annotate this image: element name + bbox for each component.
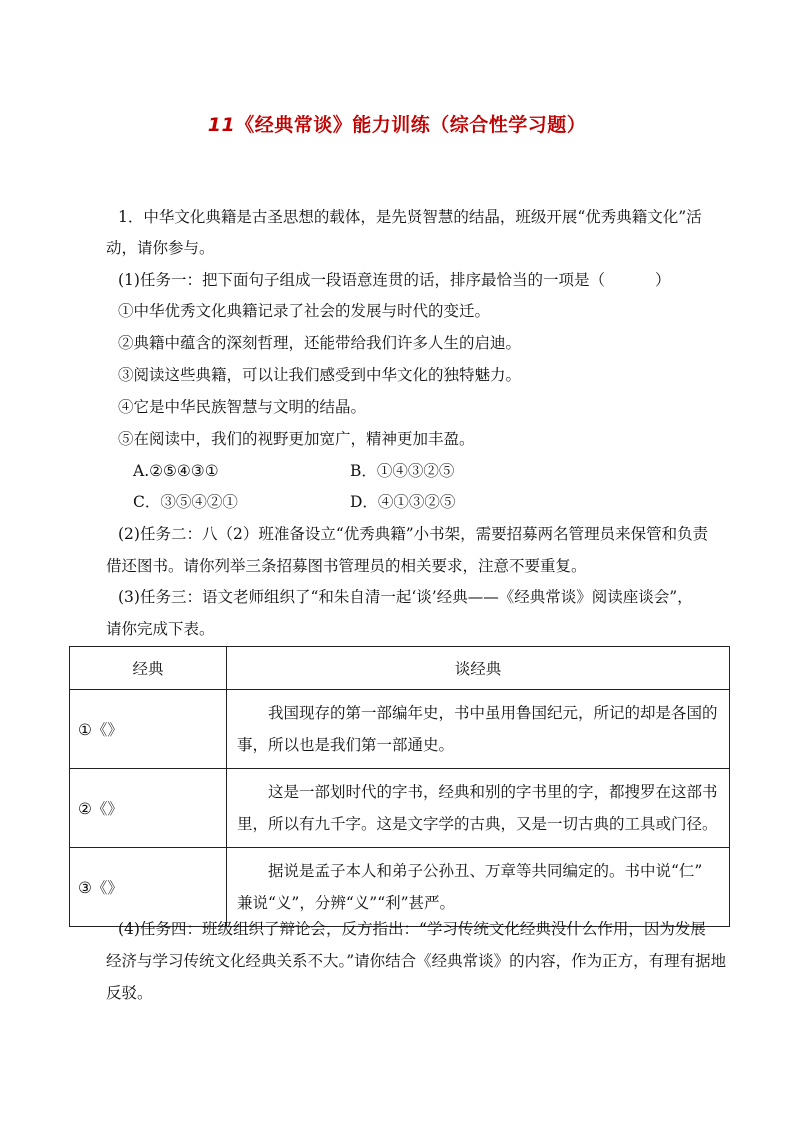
- table-cell-description: 我国现存的第一部编年史，书中虽用鲁国纪元，所记的却是各国的 事，所以也是我们第一部通史。: [227, 690, 730, 769]
- task1-prompt: [118, 269, 670, 291]
- classics-table: [69, 646, 730, 927]
- table-cell-description: 这是一部划时代的字书，经典和别的字书里的字，都搜罗在这部书 里，所以有九千字。这是文字学的古典，又是一切古典的工具或门径。: [227, 769, 730, 848]
- sentence-4: ④它是中华民族智慧与文明的结晶。: [118, 398, 367, 416]
- option-c: C．③⑤④②①: [133, 493, 238, 511]
- table-row: [70, 848, 730, 927]
- task1-prompt-text: (1)任务一：把下面句子组成一段语意连贯的话，排序最恰当的一项是（: [118, 271, 605, 289]
- task4-line2: 经济与学习传统文化经典关系不大。”请你结合《经典常谈》的内容，作为正方，有理有据地: [106, 952, 727, 970]
- page-title: [0, 110, 794, 137]
- task1-prompt-close: ）: [654, 271, 671, 289]
- task3-line2: 请你完成下表。: [106, 620, 215, 638]
- sentence-5: ⑤在阅读中，我们的视野更加宽广，精神更加丰盈。: [118, 430, 475, 448]
- table-row: [70, 769, 730, 848]
- option-d: D．④①③②⑤: [350, 493, 456, 511]
- q1-intro-line1: 1．中华文化典籍是古圣思想的载体，是先贤智慧的结晶，班级开展“优秀典籍文化”活: [118, 208, 702, 226]
- table-header-classic: 经典: [70, 647, 227, 690]
- sentence-1: ①中华优秀文化典籍记录了社会的发展与时代的变迁。: [118, 302, 491, 320]
- title-text: 《经典常谈》能力训练（综合性学习题）: [235, 114, 587, 136]
- table-header-discussion: 谈经典: [227, 647, 730, 690]
- table-header-row: [70, 647, 730, 690]
- sentence-3: ③阅读这些典籍，可以让我们感受到中华文化的独特魅力。: [118, 366, 522, 384]
- task4-line1: (4)任务四：班级组织了辩论会，反方指出：“学习传统文化经典没什么作用，因为发展: [118, 920, 706, 938]
- task4-line3: 反驳。: [106, 984, 153, 1002]
- option-b: B．①④③②⑤: [350, 462, 455, 480]
- sentence-2: ②典籍中蕴含的深刻哲理，还能带给我们许多人生的启迪。: [118, 334, 522, 352]
- task2-line1: (2)任务二：八（2）班准备设立“优秀典籍”小书架，需要招募两名管理员来保管和负责: [118, 525, 709, 543]
- table-cell-title[interactable]: ②《》: [70, 769, 227, 848]
- table-cell-description: 据说是孟子本人和弟子公孙丑、万章等共同编定的。书中说“仁” 兼说“义”，分辨“义”“利”甚严。: [227, 848, 730, 927]
- table-cell-title[interactable]: ①《》: [70, 690, 227, 769]
- title-number: 11: [207, 114, 236, 136]
- task3-line1: (3)任务三：语文老师组织了“和朱自清一起‘谈’经典——《经典常谈》阅读座谈会”，: [118, 588, 693, 606]
- table-row: [70, 690, 730, 769]
- table-cell-title[interactable]: ③《》: [70, 848, 227, 927]
- option-a: A.②⑤④③①: [133, 462, 219, 480]
- task2-line2: 借还图书。请你列举三条招募图书管理员的相关要求，注意不要重复。: [106, 557, 587, 575]
- q1-intro-line2: 动，请你参与。: [106, 239, 215, 257]
